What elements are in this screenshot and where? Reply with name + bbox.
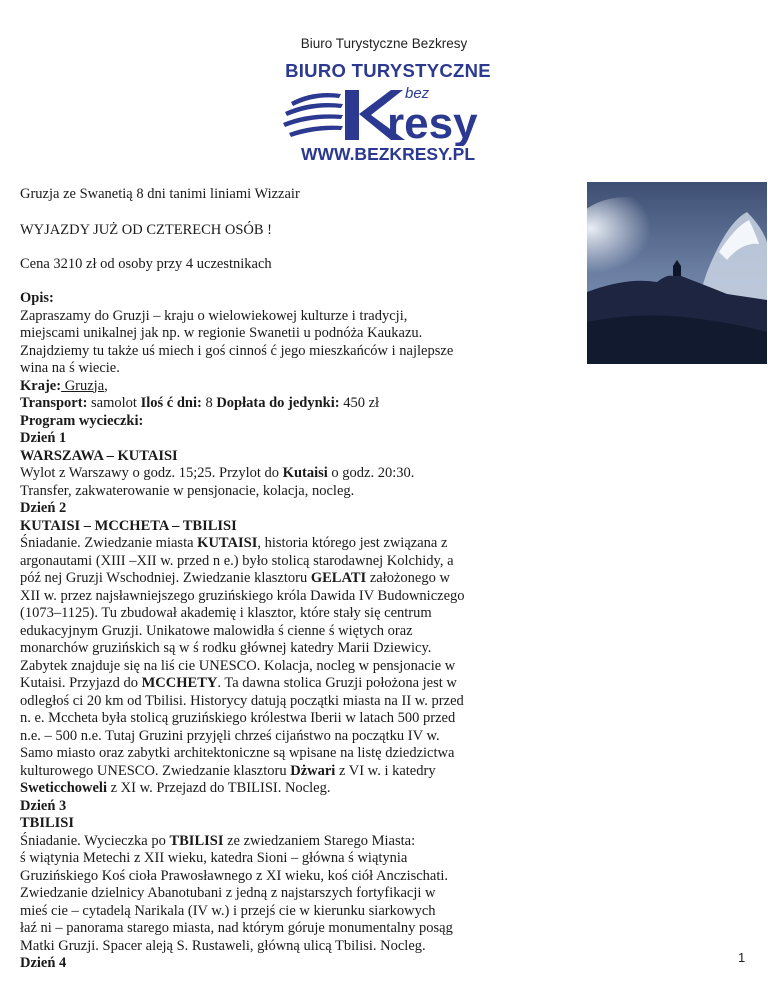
day1-text: Wylot z Warszawy o godz. 15;25. Przylot do Kutaisi o godz. 20:30. — [20, 465, 415, 481]
day3-text: mieś cie – cytadelą Narikala (IV w.) i przejś cie w kierunku siarkowych — [20, 902, 436, 919]
kraje-link[interactable]: Gruzja — [61, 377, 105, 394]
kraje-label: Kraje: — [20, 377, 62, 394]
opis-line: wina na ś wiecie. — [20, 360, 120, 376]
day2-text: odległoś ci 20 km od Tbilisi. Historycy datują początki miasta na II w. przed — [20, 692, 464, 709]
day2-text: monarchów gruzińskich są w ś rodku głównej katedry Marii Dziewicy. — [20, 640, 432, 656]
day2-text: Śniadanie. Zwiedzanie miasta KUTAISI, historia którego jest związana z — [20, 535, 448, 551]
kraje-line — [20, 378, 595, 396]
day1-route: WARSZAWA – KUTAISI — [20, 447, 178, 464]
day2-text: Sweticchoweli z XI w. Przejazd do TBILISI. Nocleg. — [20, 780, 331, 796]
day1-label: Dzień 1 — [20, 430, 67, 446]
day2-text: Kutaisi. Przyjazd do MCCHETY. Ta dawna stolica Gruzji położona jest w — [20, 675, 457, 691]
day2-text: argonautami (XIII –XII w. przed n e.) było stolicą starodawnej Kolchidy, a — [20, 552, 454, 569]
logo-mark — [283, 82, 493, 146]
supplement-value: 450 zł — [339, 395, 380, 411]
day2-label: Dzień 2 — [20, 500, 67, 516]
opis-line: miejscami unikalnej jak np. w regionie Swanetii u podnóża Kaukazu. — [20, 325, 423, 341]
day2-text: Zabytek znajduje się na liś cie UNESCO. Kolacja, nocleg w pensjonacie w — [20, 657, 456, 674]
program-heading: Program wycieczki: — [20, 412, 144, 429]
day2-text: n. e. Mccheta była stolicą gruzińskiego królestwa Iberii w latach 500 przed — [20, 710, 456, 726]
day3-text: Matki Gruzji. Spacer aleją S. Rustaweli, główną ulicą Tbilisi. Nocleg. — [20, 937, 426, 954]
company-logo — [283, 60, 493, 170]
day2-route: KUTAISI – MCCHETA – TBILISI — [20, 517, 237, 534]
day2-text: Samo miasto oraz zabytki architektoniczne są wpisane na listę dziedzictwa — [20, 745, 455, 761]
days-value: 8 — [201, 395, 217, 411]
transport-line — [20, 395, 595, 413]
logo-bez-text: bez — [405, 85, 430, 102]
kraje-suffix: , — [104, 377, 108, 394]
day2-text: XII w. przez najsławniejszego gruzińskiego króla Dawida IV Budowniczego — [20, 587, 465, 604]
day1-text: Transfer, zakwaterowanie w pensjonacie, kolacja, nocleg. — [20, 482, 355, 499]
logo-url: WWW.BEZKRESY.PL — [300, 144, 476, 164]
days-label: Iloś ć dni: — [140, 395, 202, 411]
day2-text: (1073–1125). Tu zbudował akademię i klasztor, które stały się centrum — [20, 605, 432, 621]
mountain-photo — [587, 182, 767, 364]
day2-text: kulturowego UNESCO. Zwiedzanie klasztoru Dżwari z VI w. i katedry — [20, 762, 436, 779]
logo-top-text: BIURO TURYSTYCZNE — [285, 60, 491, 81]
departure-note: WYJAZDY JUŻ OD CZTERECH OSÓB ! — [20, 222, 272, 238]
trip-title: Gruzja ze Swanetią 8 dni tanimi liniami Wizzair — [20, 186, 300, 202]
day3-route: TBILISI — [20, 815, 75, 831]
transport-value: samolot — [87, 395, 141, 411]
day2-text: edukacyjnym Gruzji. Unikatowe malowidła ś cienne ś więtych oraz — [20, 622, 413, 639]
page-number: 1 — [738, 950, 746, 965]
transport-label: Transport: — [20, 395, 88, 411]
day3-text: Zwiedzanie dzielnicy Abanotubani z jedną z najstarszych fortyfikacji w — [20, 885, 436, 901]
logo-resy-text: resy — [387, 99, 478, 146]
day3-text: łaź ni – panorama starego miasta, nad którym góruje monumentalny posąg — [20, 920, 453, 936]
day3-text: Gruzińskiego Koś cioła Prawosławnego z XI wieku, koś ciół Anczischati. — [20, 867, 449, 884]
opis-line: Znajdziemy tu także uś miech i goś cinnoś ć jego mieszkańców i najlepsze — [20, 342, 454, 359]
trip-description — [20, 290, 595, 973]
supplement-label: Dopłata do jedynki: — [216, 395, 340, 411]
day3-text: Śniadanie. Wycieczka po TBILISI ze zwiedzaniem Starego Miasta: — [20, 832, 416, 849]
day3-text: ś wiątynia Metechi z XII wieku, katedra Sioni – główna ś wiątynia — [20, 850, 408, 866]
opis-line: Zapraszamy do Gruzji – kraju o wielowiekowej kulturze i tradycji, — [20, 307, 408, 324]
day2-text: póź nej Gruzji Wschodniej. Zwiedzanie klasztoru GELATI założonego w — [20, 570, 450, 586]
price-text: Cena 3210 zł od osoby przy 4 uczestnikach — [20, 256, 272, 272]
day4-label: Dzień 4 — [20, 955, 67, 971]
page-header: Biuro Turystyczne Bezkresy — [300, 36, 468, 51]
day2-text: n.e. – 500 n.e. Tutaj Gruzini przyjęli chrześ cijaństwo na początku IV w. — [20, 727, 440, 744]
day3-label: Dzień 3 — [20, 797, 67, 814]
opis-heading: Opis: — [20, 290, 54, 306]
